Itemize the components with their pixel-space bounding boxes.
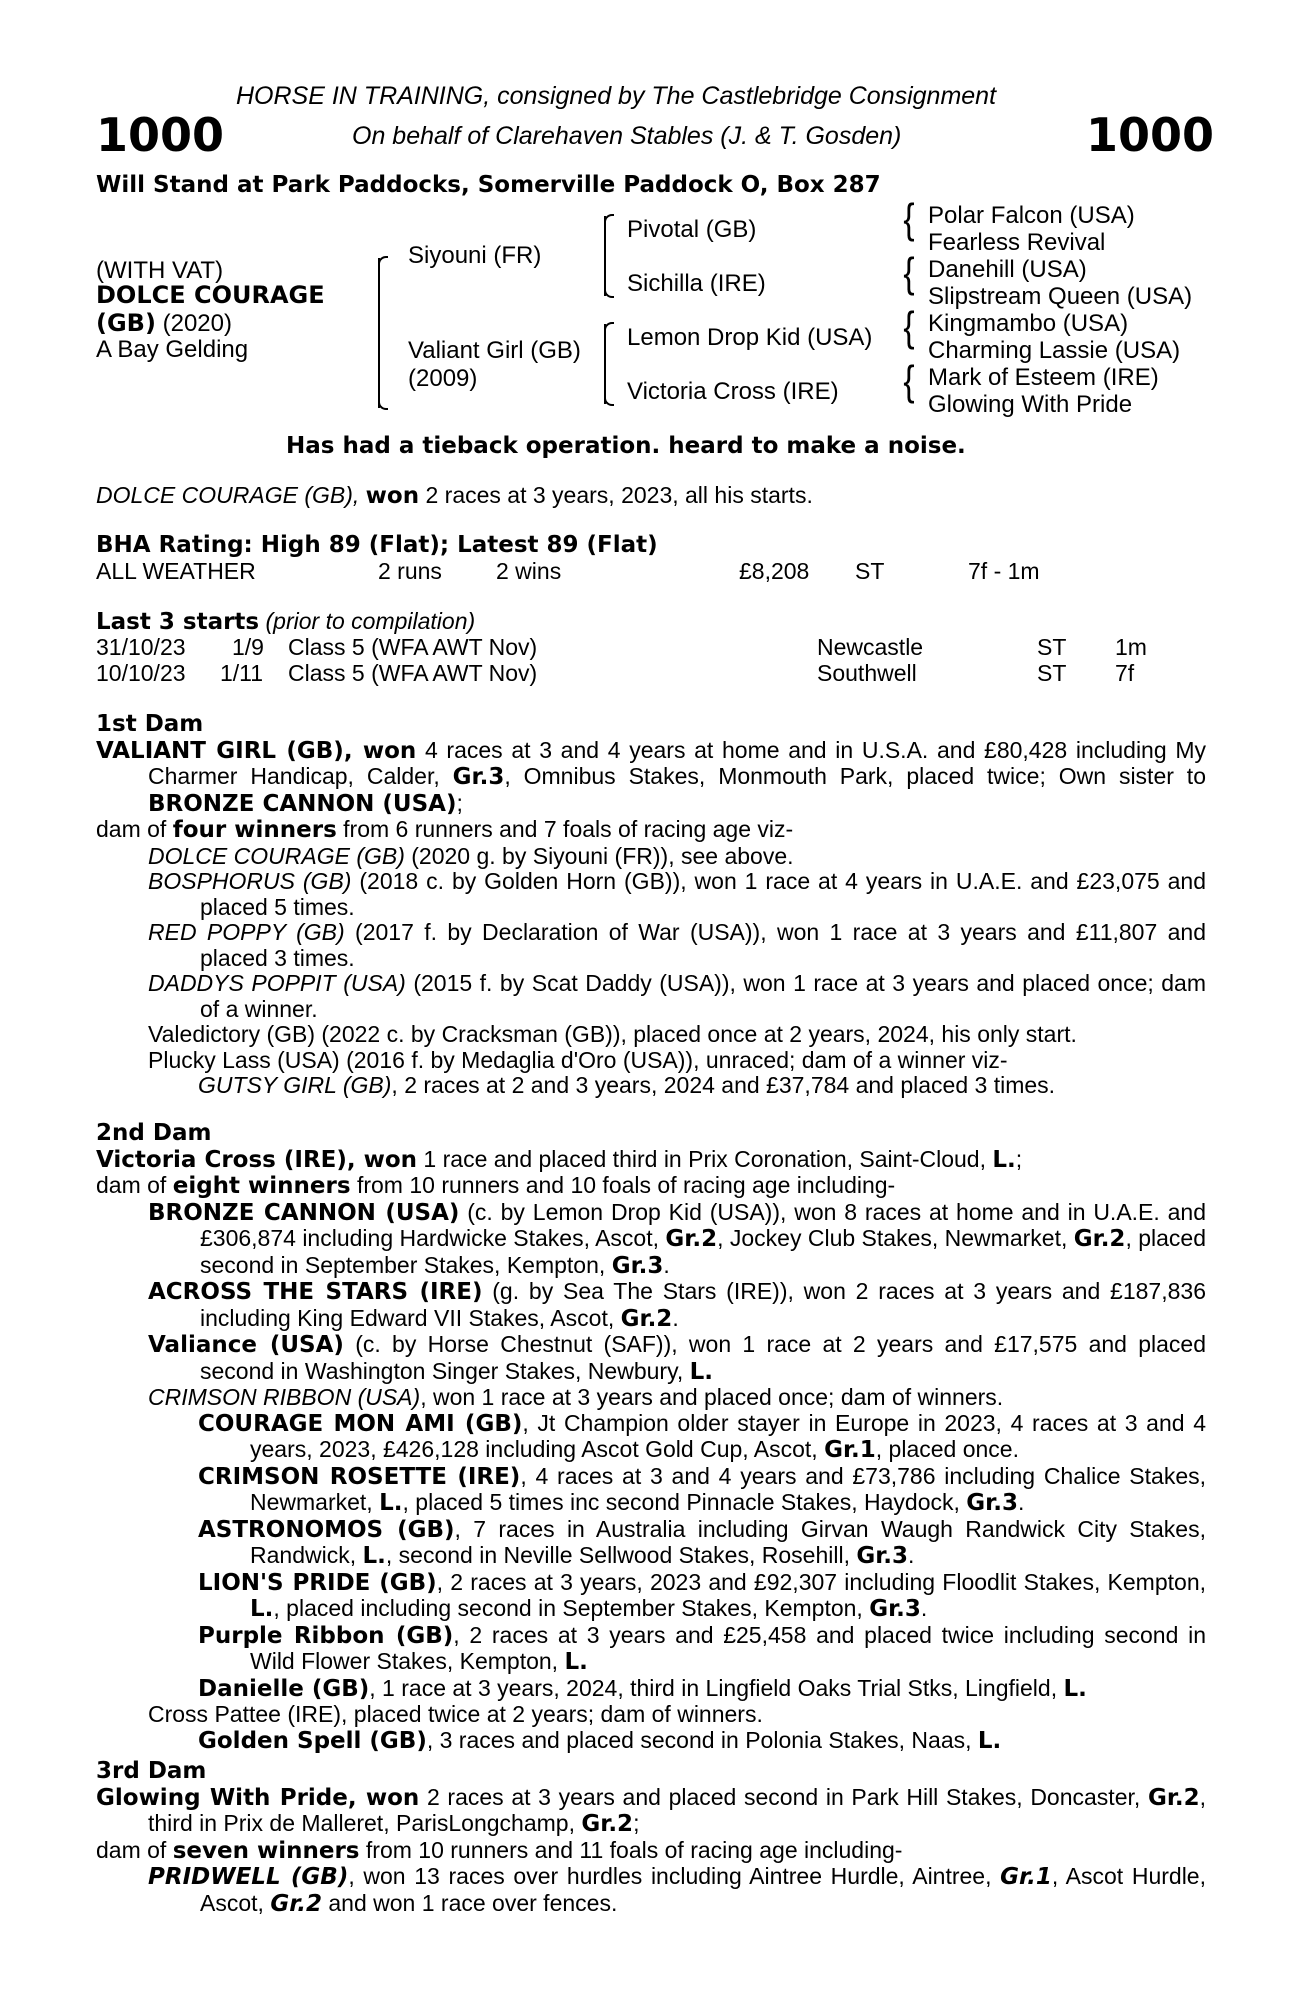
start-surface: ST xyxy=(1037,660,1067,686)
produce-entry: Valiance (USA) (c. by Horse Chestnut (SAF)), won 1 race at 2 years and £17,575 and placed second in Washington Singer Stakes, Newbury, L. xyxy=(148,1331,1206,1385)
second-dam-section xyxy=(96,1121,1206,1754)
start-course: Newcastle xyxy=(817,634,924,660)
produce-entry: Golden Spell (GB), 3 races and placed second in Polonia Stakes, Naas, L. xyxy=(198,1726,1002,1754)
header-on-behalf: On behalf of Clarehaven Stables (J. & T. Gosden) xyxy=(352,122,902,150)
start-position: 1/9 xyxy=(232,634,264,660)
produce-entry: BRONZE CANNON (USA) (c. by Lemon Drop Kid (USA)), won 8 races at home and in U.A.E. and £306,874 including Hardwicke Stakes, Ascot, Gr.2, Jockey Club Stakes, Newmarket, Gr.2, placed second in September Stakes, Kempton, Gr.3. xyxy=(148,1198,1207,1279)
start-distance: 1m xyxy=(1115,634,1147,660)
start-distance: 7f xyxy=(1115,660,1135,686)
produce-entry: ASTRONOMOS (GB), 7 races in Australia including Girvan Waugh Randwick City Stakes, Randwick, L., second in Neville Sellwood Stakes, Rosehill, Gr.3. xyxy=(198,1515,1206,1569)
start-class: Class 5 (WFA AWT Nov) xyxy=(288,660,538,686)
produce-entry: Cross Pattee (IRE), placed twice at 2 years; dam of winners. xyxy=(148,1701,763,1727)
horse-origin-year: (GB) (2020) xyxy=(96,309,232,337)
brace-sire-line xyxy=(604,216,614,296)
stable-location: Will Stand at Park Paddocks, Somerville Paddock O, Box 287 xyxy=(96,172,881,198)
pedigree-dsd: Charming Lassie (USA) xyxy=(928,337,1181,364)
pedigree-dds: Mark of Esteem (IRE) xyxy=(928,364,1159,391)
pedigree-dam-dam: Victoria Cross (IRE) xyxy=(627,378,839,405)
first-dam-produce-summary: dam of four winners from 6 runners and 7 foals of racing age viz- xyxy=(96,816,794,843)
rating-prize-money: £8,208 xyxy=(739,558,810,584)
brace-ds: { xyxy=(903,303,915,350)
rating-track: ST xyxy=(855,558,885,584)
brace-sd: { xyxy=(903,249,915,296)
lot-number-left: 1000 xyxy=(96,108,225,162)
first-dam-heading: 1st Dam xyxy=(96,711,204,737)
start-position: 1/11 xyxy=(220,660,264,686)
third-dam-section xyxy=(96,1759,1206,1917)
produce-entry: CRIMSON RIBBON (USA), won 1 race at 3 years and placed once; dam of winners. xyxy=(148,1384,1004,1410)
second-dam-heading: 2nd Dam xyxy=(96,1120,212,1146)
vat-note: (WITH VAT) xyxy=(96,257,224,284)
produce-entry: GUTSY GIRL (GB), 2 races at 2 and 3 years, 2024 and £37,784 and placed 3 times. xyxy=(198,1072,1056,1098)
third-dam-heading: 3rd Dam xyxy=(96,1758,207,1784)
produce-entry: DADDYS POPPIT (USA) (2015 f. by Scat Daddy (USA)), won 1 race at 3 years and placed once; dam of a winner. xyxy=(148,970,1206,1022)
produce-entry: Purple Ribbon (GB), 2 races at 3 years and £25,458 and placed twice including second in Wild Flower Stakes, Kempton, L. xyxy=(198,1621,1206,1675)
start-surface: ST xyxy=(1037,634,1067,660)
produce-entry: RED POPPY (GB) (2017 f. by Declaration of War (USA)), won 1 race at 3 years and £11,807 and placed 3 times. xyxy=(148,919,1207,971)
produce-entry: LION'S PRIDE (GB), 2 races at 3 years, 2023 and £92,307 including Floodlit Stakes, Kempton, L., placed including second in September Stakes, Kempton, Gr.3. xyxy=(198,1568,1206,1622)
brace-dd: { xyxy=(903,357,915,404)
horse-description: A Bay Gelding xyxy=(96,336,249,363)
brace-ss: { xyxy=(903,195,915,242)
start-course: Southwell xyxy=(817,660,917,686)
pedigree-sire-dam: Sichilla (IRE) xyxy=(627,270,766,297)
produce-entry: Valedictory (GB) (2022 c. by Cracksman (GB)), placed once at 2 years, 2024, his only start. xyxy=(148,1021,1077,1047)
start-class: Class 5 (WFA AWT Nov) xyxy=(288,634,538,660)
pedigree-sire-sire: Pivotal (GB) xyxy=(627,216,757,243)
pedigree-dam-year: (2009) xyxy=(408,365,478,392)
pedigree-dam-sire: Lemon Drop Kid (USA) xyxy=(627,324,873,351)
start-date: 31/10/23 xyxy=(96,634,186,660)
pedigree-ssd: Fearless Revival xyxy=(928,229,1106,256)
first-dam-record: VALIANT GIRL (GB), won 4 races at 3 and 4 years at home and in U.S.A. and £80,428 including My Charmer Handicap, Calder, Gr.3, Omnibus Stakes, Monmouth Park, placed twice; Own sister to BRONZE CANNON (USA); xyxy=(96,736,1206,817)
pedigree-sdd: Slipstream Queen (USA) xyxy=(928,283,1193,310)
produce-entry: COURAGE MON AMI (GB), Jt Champion older stayer in Europe in 2023, 4 races at 3 and 4 years, 2023, £426,128 including Ascot Gold Cup, Ascot, Gr.1, placed once. xyxy=(198,1409,1206,1463)
produce-entry: Plucky Lass (USA) (2016 f. by Medaglia d'Oro (USA)), unraced; dam of a winner viz- xyxy=(148,1046,1008,1073)
pedigree-dss: Kingmambo (USA) xyxy=(928,310,1129,337)
rating-distance: 7f - 1m xyxy=(968,558,1040,584)
second-dam-produce-summary: dam of eight winners from 10 runners and 10 foals of racing age including- xyxy=(96,1172,896,1199)
produce-entry: DOLCE COURAGE (GB) (2020 g. by Siyouni (FR)), see above. xyxy=(148,842,794,869)
produce-entry: Danielle (GB), 1 race at 3 years, 2024, third in Lingfield Oaks Trial Stks, Lingfield, L. xyxy=(198,1674,1087,1702)
pedigree-dam: Valiant Girl (GB) xyxy=(408,337,581,364)
second-dam-record: Victoria Cross (IRE), won 1 race and placed third in Prix Coronation, Saint-Cloud, L.; xyxy=(96,1145,1023,1173)
rating-surface: ALL WEATHER xyxy=(96,558,256,584)
produce-entry: PRIDWELL (GB), won 13 races over hurdles including Aintree Hurdle, Aintree, Gr.1, Ascot Hurdle, Ascot, Gr.2 and won 1 race over fences. xyxy=(148,1863,1206,1917)
horse-name: DOLCE COURAGE xyxy=(96,281,325,309)
produce-entry: CRIMSON ROSETTE (IRE), 4 races at 3 and 4 years and £73,786 including Chalice Stakes, Newmarket, L., placed 5 times inc second Pinnacle Stakes, Haydock, Gr.3. xyxy=(198,1462,1206,1516)
third-dam-record: Glowing With Pride, won 2 races at 3 years and placed second in Park Hill Stakes, Doncaster, Gr.2, third in Prix de Malleret, ParisLongchamp, Gr.2; xyxy=(96,1783,1207,1837)
pedigree-sire: Siyouni (FR) xyxy=(408,242,542,269)
start-date: 10/10/23 xyxy=(96,660,186,686)
brace-sire-dam xyxy=(378,258,388,408)
produce-entry: ACROSS THE STARS (IRE) (g. by Sea The Stars (IRE)), won 2 races at 3 years and £187,836 including King Edward VII Stakes, Ascot, Gr.2. xyxy=(148,1278,1206,1332)
brace-dam-line xyxy=(604,324,614,404)
pedigree-sds: Danehill (USA) xyxy=(928,256,1087,283)
rating-runs: 2 runs xyxy=(378,558,442,584)
pedigree-ddd: Glowing With Pride xyxy=(928,391,1133,418)
pedigree-sss: Polar Falcon (USA) xyxy=(928,202,1135,229)
last-starts-title: Last 3 starts (prior to compilation) xyxy=(96,608,476,635)
rating-wins: 2 wins xyxy=(496,558,562,584)
header-consignor: HORSE IN TRAINING, consigned by The Castlebridge Consignment xyxy=(236,82,997,110)
first-dam-section xyxy=(96,712,1206,1099)
produce-entry: BOSPHORUS (GB) (2018 c. by Golden Horn (GB)), won 1 race at 4 years in U.A.E. and £23,075 and placed 5 times. xyxy=(148,868,1206,920)
race-summary: DOLCE COURAGE (GB), won 2 races at 3 years, 2023, all his starts. xyxy=(96,482,813,509)
lot-number-right: 1000 xyxy=(1086,108,1215,162)
third-dam-produce-summary: dam of seven winners from 10 runners and 11 foals of racing age including- xyxy=(96,1836,903,1864)
bha-rating: BHA Rating: High 89 (Flat); Latest 89 (Flat) xyxy=(96,532,658,558)
wind-operation-notice: Has had a tieback operation. heard to make a noise. xyxy=(286,433,966,459)
